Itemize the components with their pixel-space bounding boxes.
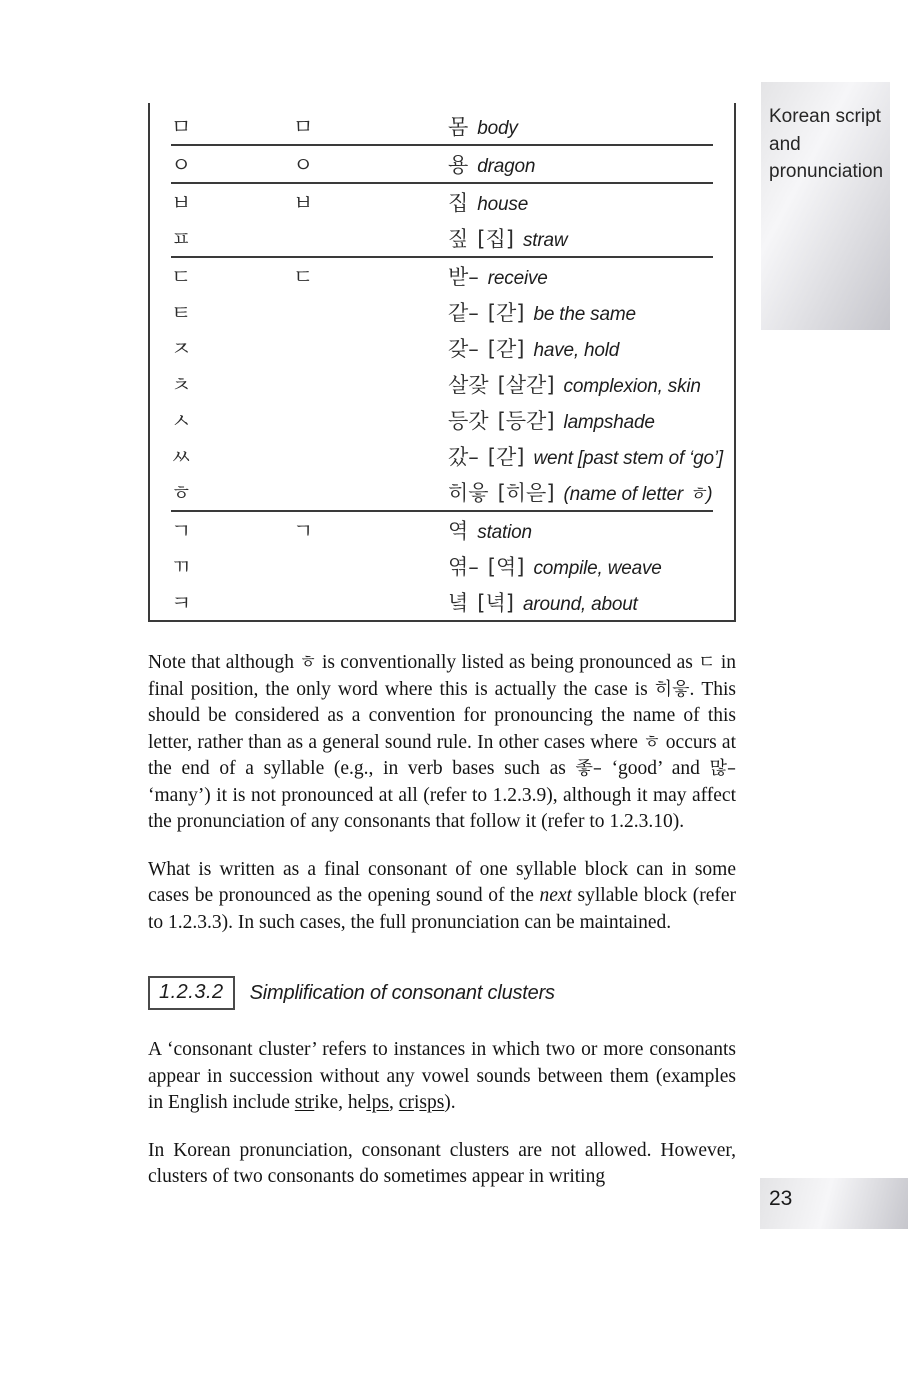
table-row xyxy=(150,438,734,474)
example-word: 등갓 xyxy=(448,409,489,433)
letter-cell: ㄲ xyxy=(171,555,192,579)
letter-cell: ㅍ xyxy=(171,227,192,251)
text-segment: sps xyxy=(419,1092,445,1113)
text-segment: Note that although xyxy=(148,652,300,673)
example-word: 몸 xyxy=(448,115,469,139)
example-bracket: [갇] xyxy=(487,445,525,469)
example-gloss: went [past stem of ‘go’] xyxy=(533,448,723,469)
example-gloss: have, hold xyxy=(533,340,620,361)
example-gloss: be the same xyxy=(533,304,636,325)
example-gloss: body xyxy=(477,118,518,139)
example-cell xyxy=(448,587,734,617)
letter-cell: ㅋ xyxy=(171,591,192,615)
example-cell xyxy=(448,551,734,581)
table-row xyxy=(150,512,734,548)
text-column xyxy=(148,103,736,1212)
example-bracket: [녁] xyxy=(477,591,514,615)
pronunciation-cell: ㄷ xyxy=(293,265,314,289)
example-word: 히읗 xyxy=(448,481,489,505)
example-bracket: [등갇] xyxy=(497,409,555,433)
example-cell xyxy=(448,187,734,217)
letter-cell: ㅎ xyxy=(171,481,192,505)
letter-cell: ㅆ xyxy=(171,445,192,469)
paragraph-consonant-cluster-definition xyxy=(148,1037,736,1117)
example-bracket: [히읃] xyxy=(497,481,555,505)
text-segment: In Korean pronunciation, consonant clusters are not allowed. However, clusters of two consonants do sometimes appear in writing xyxy=(148,1139,736,1187)
example-word: 짚 xyxy=(448,227,469,251)
table-row xyxy=(150,108,734,144)
section-title: Simplification of consonant clusters xyxy=(249,981,555,1004)
example-gloss: straw xyxy=(522,230,568,251)
korean-inline-text: 히읗 xyxy=(654,678,690,700)
example-gloss: station xyxy=(477,522,532,543)
section-number: 1.2.3.2 xyxy=(148,976,235,1010)
pronunciation-cell: ㅂ xyxy=(293,191,314,215)
table-row xyxy=(150,366,734,402)
page-number: 23 xyxy=(769,1187,793,1210)
example-gloss: (name of letter ㅎ) xyxy=(563,484,713,505)
pronunciation-cell: ㅇ xyxy=(293,153,314,177)
text-segment: ‘many’) it is not pronounced at all (refer to 1.2.3.9), although it may affect the pronunciation of any consonants that follow it (refer to 1.2.3.10). xyxy=(148,784,736,832)
text-segment: in final position, the only word where this is actually the case is xyxy=(148,652,736,700)
example-bracket: [집] xyxy=(477,227,514,251)
example-cell xyxy=(448,477,734,507)
example-gloss: house xyxy=(477,194,529,215)
example-gloss: lampshade xyxy=(563,412,655,433)
pronunciation-cell: ㄱ xyxy=(293,519,314,543)
example-cell xyxy=(448,515,734,545)
text-segment: syllable block (refer to 1.2.3.3). In such cases, the full pronunciation can be maintained. xyxy=(148,885,736,933)
korean-inline-text: ㅎ xyxy=(643,731,661,753)
example-cell xyxy=(448,149,734,179)
section-heading xyxy=(148,976,736,1010)
letter-cell: ㄱ xyxy=(171,519,192,543)
text-segment: i xyxy=(413,1092,420,1113)
korean-inline-text: ㄷ xyxy=(698,652,716,673)
example-cell xyxy=(448,441,734,471)
text-segment: cr xyxy=(398,1092,414,1113)
letter-cell: ㅈ xyxy=(171,337,192,361)
example-cell xyxy=(448,333,734,363)
page-number-tab xyxy=(760,1178,908,1229)
example-cell xyxy=(448,261,734,291)
sidebar-tab xyxy=(761,82,890,330)
consonant-table xyxy=(148,103,736,622)
text-segment: ). xyxy=(444,1092,456,1113)
example-gloss: receive xyxy=(487,268,548,289)
example-word: 갖– xyxy=(448,337,479,361)
text-segment: ‘good’ and xyxy=(601,758,710,779)
example-cell xyxy=(448,405,734,435)
letter-cell: ㅂ xyxy=(171,191,192,215)
example-word: 엮– xyxy=(448,555,479,579)
example-bracket: [갇] xyxy=(487,301,525,325)
example-gloss: complexion, skin xyxy=(563,376,701,397)
example-word: 갔– xyxy=(448,445,479,469)
example-bracket: [갇] xyxy=(487,337,525,361)
example-word: 집 xyxy=(448,191,469,215)
letter-cell: ㅅ xyxy=(171,409,192,433)
text-segment: What is written as a final consonant of one syllable block can in some cases be pronounced as the opening sound of the xyxy=(148,858,736,906)
table-row xyxy=(150,146,734,182)
letter-cell: ㅌ xyxy=(171,301,192,325)
text-segment: ike, he xyxy=(314,1092,367,1113)
text-segment: is conventionally listed as being pronounced as xyxy=(316,652,699,673)
text-segment: occurs at the end of a syllable (e.g., in verb bases such as xyxy=(148,731,736,779)
pronunciation-cell: ㅁ xyxy=(293,115,314,139)
paragraph-korean-clusters xyxy=(148,1138,736,1191)
example-cell xyxy=(448,369,734,399)
example-word: 받– xyxy=(448,265,479,289)
letter-cell: ㅁ xyxy=(171,115,192,139)
text-segment: . This should be considered as a convention for pronouncing the name of this letter, rather than as a general sound rule. In other cases where xyxy=(148,678,737,753)
example-gloss: around, about xyxy=(522,594,638,615)
text-segment: next xyxy=(539,885,572,906)
example-cell xyxy=(448,223,734,253)
example-cell xyxy=(448,297,734,327)
example-word: 용 xyxy=(448,153,469,177)
text-segment: A ‘consonant cluster’ refers to instances in which two or more consonants appear in succession without any vowel sounds between them (examples in English include xyxy=(148,1039,736,1113)
letter-cell: ㅊ xyxy=(171,373,192,397)
example-word: 녘 xyxy=(448,591,469,615)
table-row xyxy=(150,584,734,620)
table-row xyxy=(150,294,734,330)
letter-cell: ㄷ xyxy=(171,265,192,289)
table-row xyxy=(150,220,734,256)
example-word: 같– xyxy=(448,301,479,325)
example-gloss: compile, weave xyxy=(533,558,662,579)
example-word: 살갗 xyxy=(448,373,489,397)
example-word: 역 xyxy=(448,519,469,543)
paragraph-h-final-position xyxy=(148,650,736,836)
letter-cell: ㅇ xyxy=(171,153,192,177)
sidebar-title: Korean script and pronunciation xyxy=(769,106,884,182)
korean-inline-text: 많– xyxy=(709,758,736,779)
text-segment: , xyxy=(389,1092,399,1113)
korean-inline-text: 좋– xyxy=(575,758,602,779)
table-row xyxy=(150,474,734,510)
paragraph-final-consonant-next-syllable xyxy=(148,857,736,937)
example-bracket: [역] xyxy=(487,555,525,579)
example-bracket: [살갇] xyxy=(497,373,555,397)
example-gloss: dragon xyxy=(477,156,536,177)
table-row xyxy=(150,402,734,438)
text-segment: str xyxy=(294,1092,315,1113)
table-row xyxy=(150,258,734,294)
korean-inline-text: ㅎ xyxy=(299,652,317,673)
example-cell xyxy=(448,111,734,141)
text-segment: lps xyxy=(366,1092,390,1113)
table-row xyxy=(150,330,734,366)
table-row xyxy=(150,548,734,584)
table-row xyxy=(150,184,734,220)
